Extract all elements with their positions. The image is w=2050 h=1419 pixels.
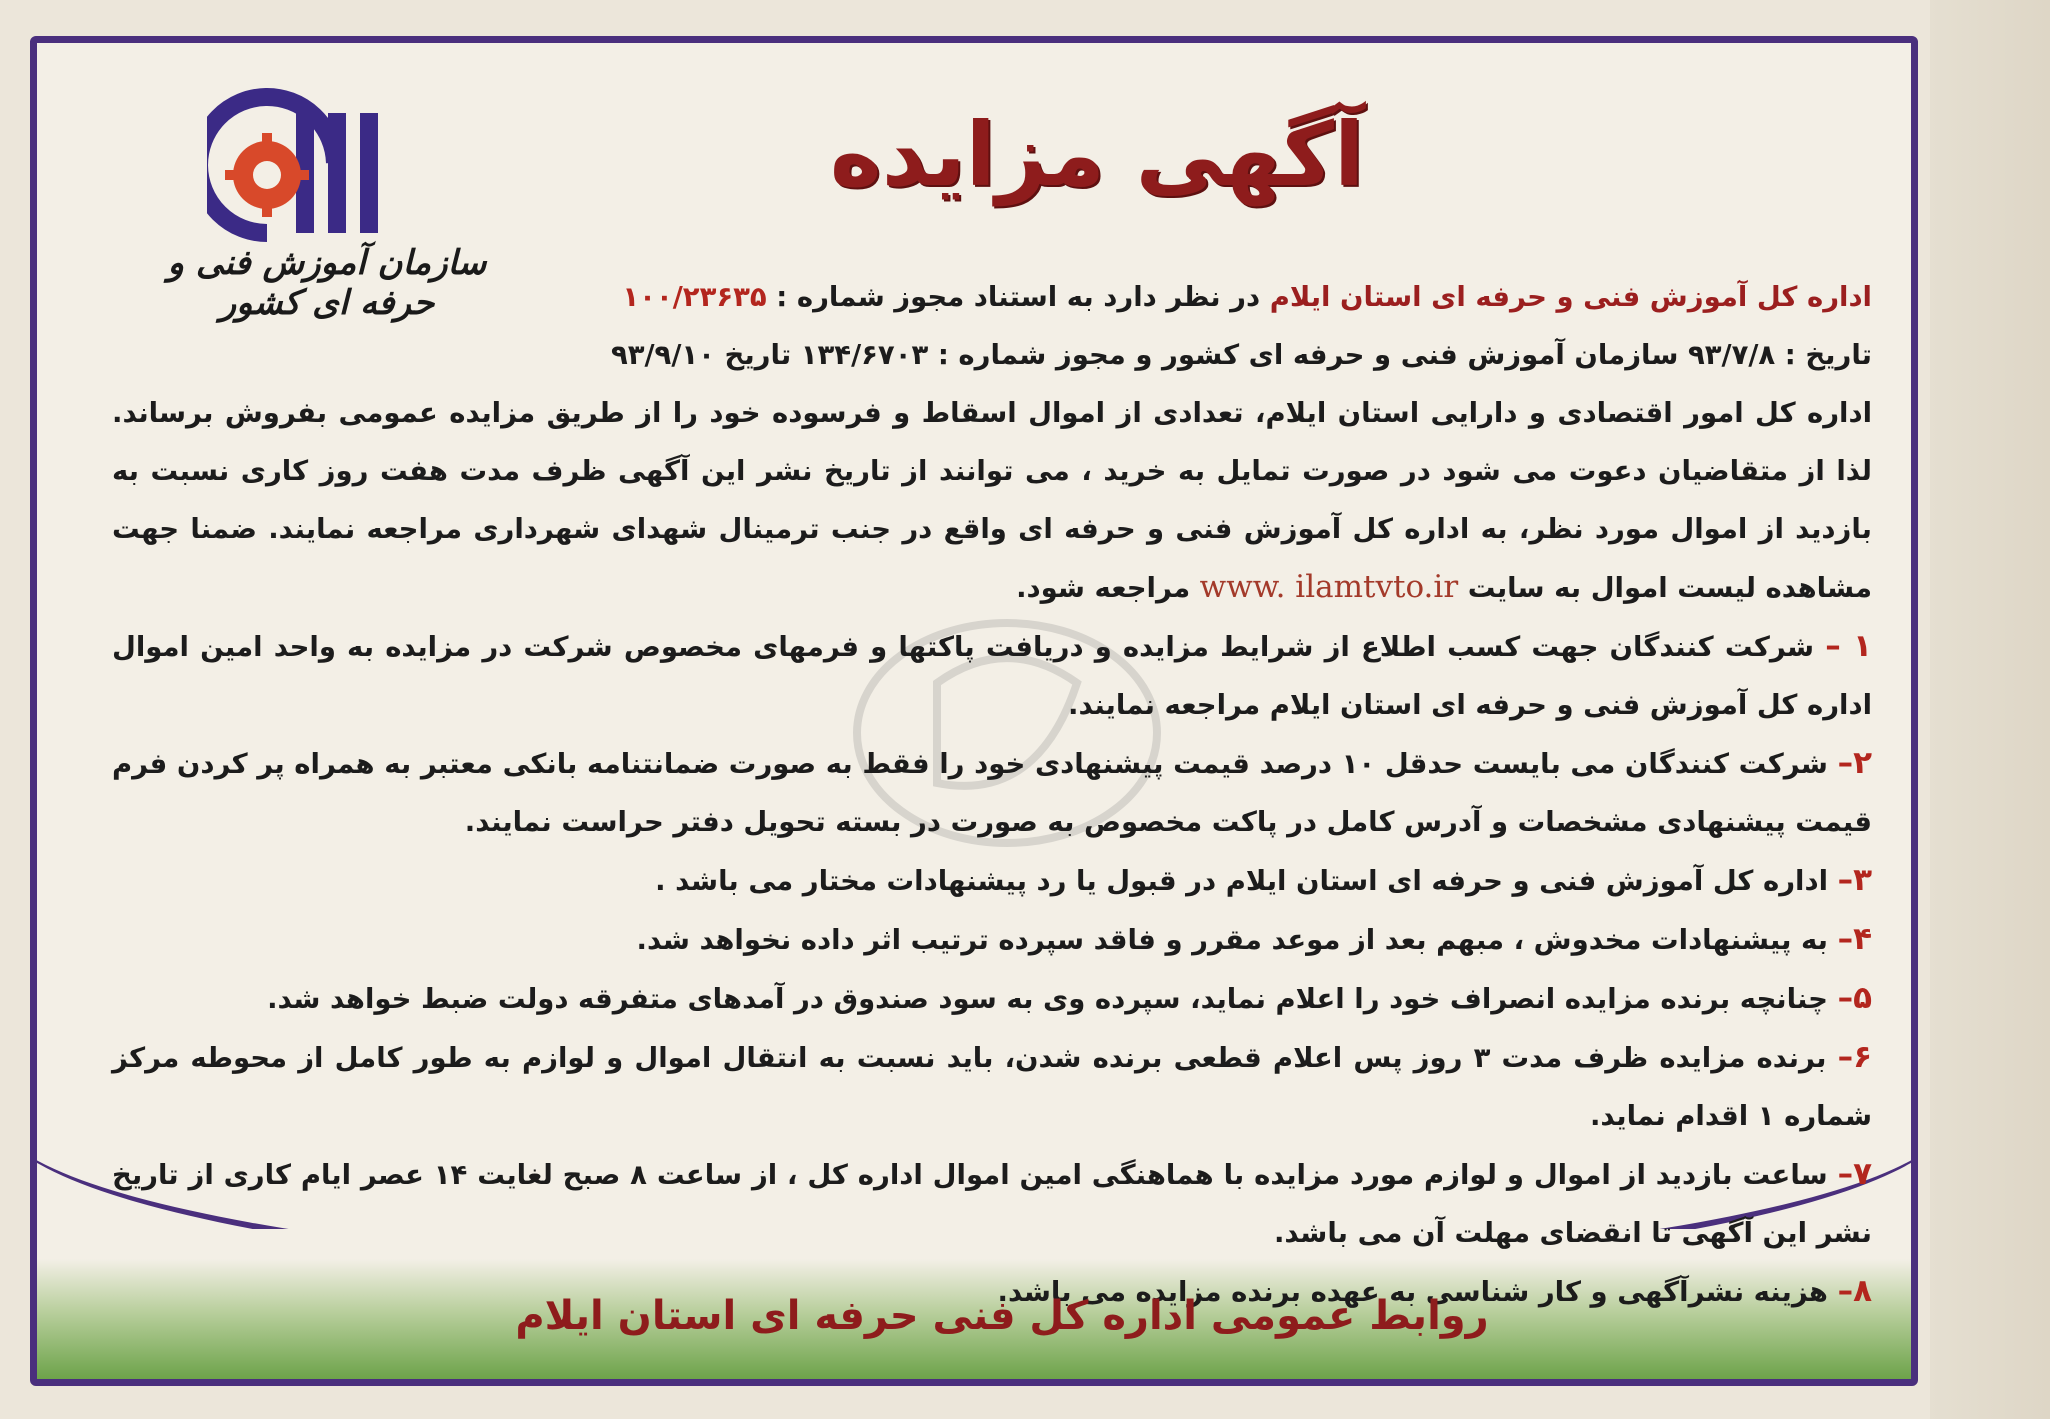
item-number: ۸– xyxy=(1837,1273,1872,1309)
item-number: ۴– xyxy=(1837,921,1872,957)
item-number: ۷– xyxy=(1837,1156,1872,1192)
organization-name: سازمان آموزش فنی و حرفه ای کشور xyxy=(167,243,487,323)
condition-item xyxy=(112,910,1872,969)
item-number: ۶– xyxy=(1837,1039,1872,1075)
condition-item xyxy=(112,851,1872,910)
main-paragraph-text: اداره کل امور اقتصادی و دارایی استان ایلام، تعدادی از اموال اسقاط و فرسوده خود را از طریق مزایده عمومی بفروش برساند. لذا از متقاضیان دعوت می شود در صورت تمایل به خرید ، می توانند از تاریخ نشر این آگهی ظرف مدت هفت روز کاری نسبت به بازدید از اموال مورد نظر، به اداره کل آموزش فنی و حرفه ای واقع در جنب ترمینال شهدای شهرداری مراجعه نمایند. ضمنا جهت مشاهده لیست اموال به سایت xyxy=(112,397,1872,604)
item-number: ۵– xyxy=(1837,980,1872,1016)
permit-number: ۱۰۰/۲۳۶۳۵ xyxy=(622,281,767,313)
notice-title: آگهی مزایده xyxy=(829,103,1365,206)
condition-item xyxy=(112,969,1872,1028)
item-number: ۲– xyxy=(1837,745,1872,781)
item-text: اداره کل آموزش فنی و حرفه ای استان ایلام در قبول یا رد پیشنهادات مختار می باشد . xyxy=(655,865,1838,897)
auction-notice-frame xyxy=(30,36,1918,1386)
public-relations-signature: روابط عمومی اداره کل فنی حرفه ای استان ایلام xyxy=(515,1293,1489,1339)
intro-line xyxy=(112,268,1872,326)
newspaper-background xyxy=(1930,0,2050,1419)
intro-rest: در نظر دارد به استناد مجوز شماره : xyxy=(766,281,1270,313)
tvto-logo-icon xyxy=(207,83,387,253)
main-paragraph-end: مراجعه شود. xyxy=(1016,572,1200,604)
item-text: چنانچه برنده مزایده انصراف خود را اعلام نماید، سپرده وی به سود صندوق در آمدهای متفرقه دولت ضبط خواهد شد. xyxy=(267,983,1838,1015)
website-link[interactable]: www. ilamtvto.ir xyxy=(1199,569,1459,605)
item-text: به پیشنهادات مخدوش ، مبهم بعد از موعد مقرر و فاقد سپرده ترتیب اثر داده نخواهد شد. xyxy=(636,924,1838,956)
intro-organization: اداره کل آموزش فنی و حرفه ای استان ایلام xyxy=(1269,281,1872,313)
item-number: ۳– xyxy=(1837,862,1872,898)
item-text: شرکت کنندگان می بایست حدقل ۱۰ درصد قیمت پیشنهادی خود را فقط به صورت ضمانتنامه بانکی معتبر به همراه پر کردن فرم قیمت پیشنهادی مشخصات و آدرس کامل در پاکت مخصوص به صورت در بسته تحویل دفتر حراست نمایند. xyxy=(112,748,1872,838)
notice-body xyxy=(112,268,1872,1321)
item-number: ۱ – xyxy=(1825,628,1873,664)
condition-item xyxy=(112,617,1872,734)
main-paragraph xyxy=(112,384,1872,617)
date-line: تاریخ : ۹۳/۷/۸ سازمان آموزش فنی و حرفه ای کشور و مجوز شماره : ۱۳۴/۶۷۰۳ تاریخ ۹۳/۹/۱۰ xyxy=(610,339,1872,371)
condition-item xyxy=(112,734,1872,851)
condition-item xyxy=(112,1028,1872,1145)
item-text: برنده مزایده ظرف مدت ۳ روز پس اعلام قطعی برنده شدن، باید نسبت به انتقال اموال و لوازم به طور کامل از محوطه مرکز شماره ۱ اقدام نماید. xyxy=(112,1042,1872,1132)
condition-item xyxy=(112,1145,1872,1262)
item-text: هزینه نشرآگهی و کار شناسی به عهده برنده مزایده می باشد. xyxy=(997,1276,1838,1308)
item-text: شرکت کنندگان جهت کسب اطلاع از شرایط مزایده و دریافت پاکتها و فرمهای مخصوص شرکت در مزایده به واحد امین اموال اداره کل آموزش فنی و حرفه ای استان ایلام مراجعه نمایند. xyxy=(112,631,1872,721)
item-text: ساعت بازدید از اموال و لوازم مورد مزایده با هماهنگی امین اموال اداره کل ، از ساعت ۸ صبح لغایت ۱۴ عصر ایام کاری از تاریخ نشر این آگهی تا انقضای مهلت آن می باشد. xyxy=(112,1159,1872,1249)
